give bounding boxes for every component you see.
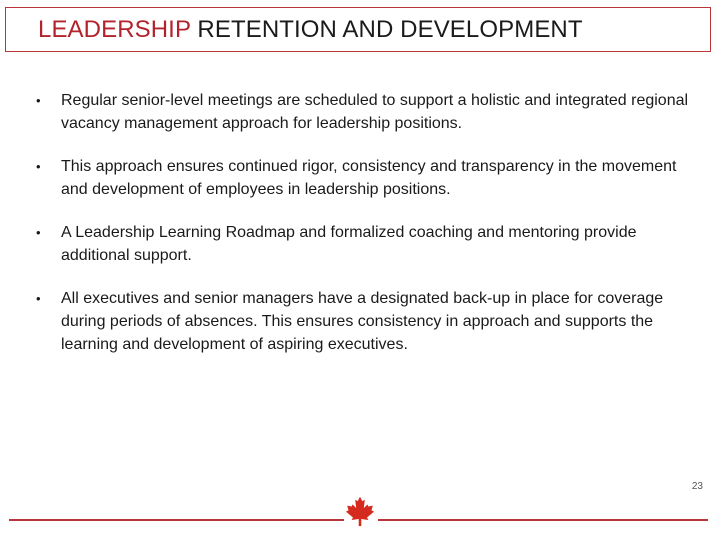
bullet-item (36, 89, 696, 135)
bullet-item (36, 221, 696, 267)
bullet-marker: • (36, 291, 41, 306)
bullet-text: A Leadership Learning Roadmap and formalized coaching and mentoring provide additional support. (61, 224, 637, 264)
bullet-text: This approach ensures continued rigor, consistency and transparency in the movement and development of employees in leadership positions. (61, 158, 677, 198)
bullet-marker: • (36, 225, 41, 240)
page-title (38, 16, 583, 44)
bullet-item (36, 287, 696, 356)
title-accent-word: LEADERSHIP (38, 15, 191, 43)
title-rest: RETENTION AND DEVELOPMENT (197, 15, 583, 43)
footer-divider-left (9, 519, 344, 521)
title-box (5, 7, 711, 52)
bullet-marker: • (36, 93, 41, 108)
bullet-text: All executives and senior managers have a designated back-up in place for coverage during periods of absences. This ensures consistency in approach and supports the learning and development of aspiring executives. (61, 290, 664, 353)
bullet-list (36, 89, 696, 376)
maple-leaf-icon (343, 496, 377, 528)
page-number: 23 (691, 481, 703, 492)
bullet-text: Regular senior-level meetings are scheduled to support a holistic and integrated regional vacancy management approach for leadership positions. (61, 92, 689, 132)
footer-divider-right (378, 519, 708, 521)
bullet-marker: • (36, 159, 41, 174)
bullet-item (36, 155, 696, 201)
